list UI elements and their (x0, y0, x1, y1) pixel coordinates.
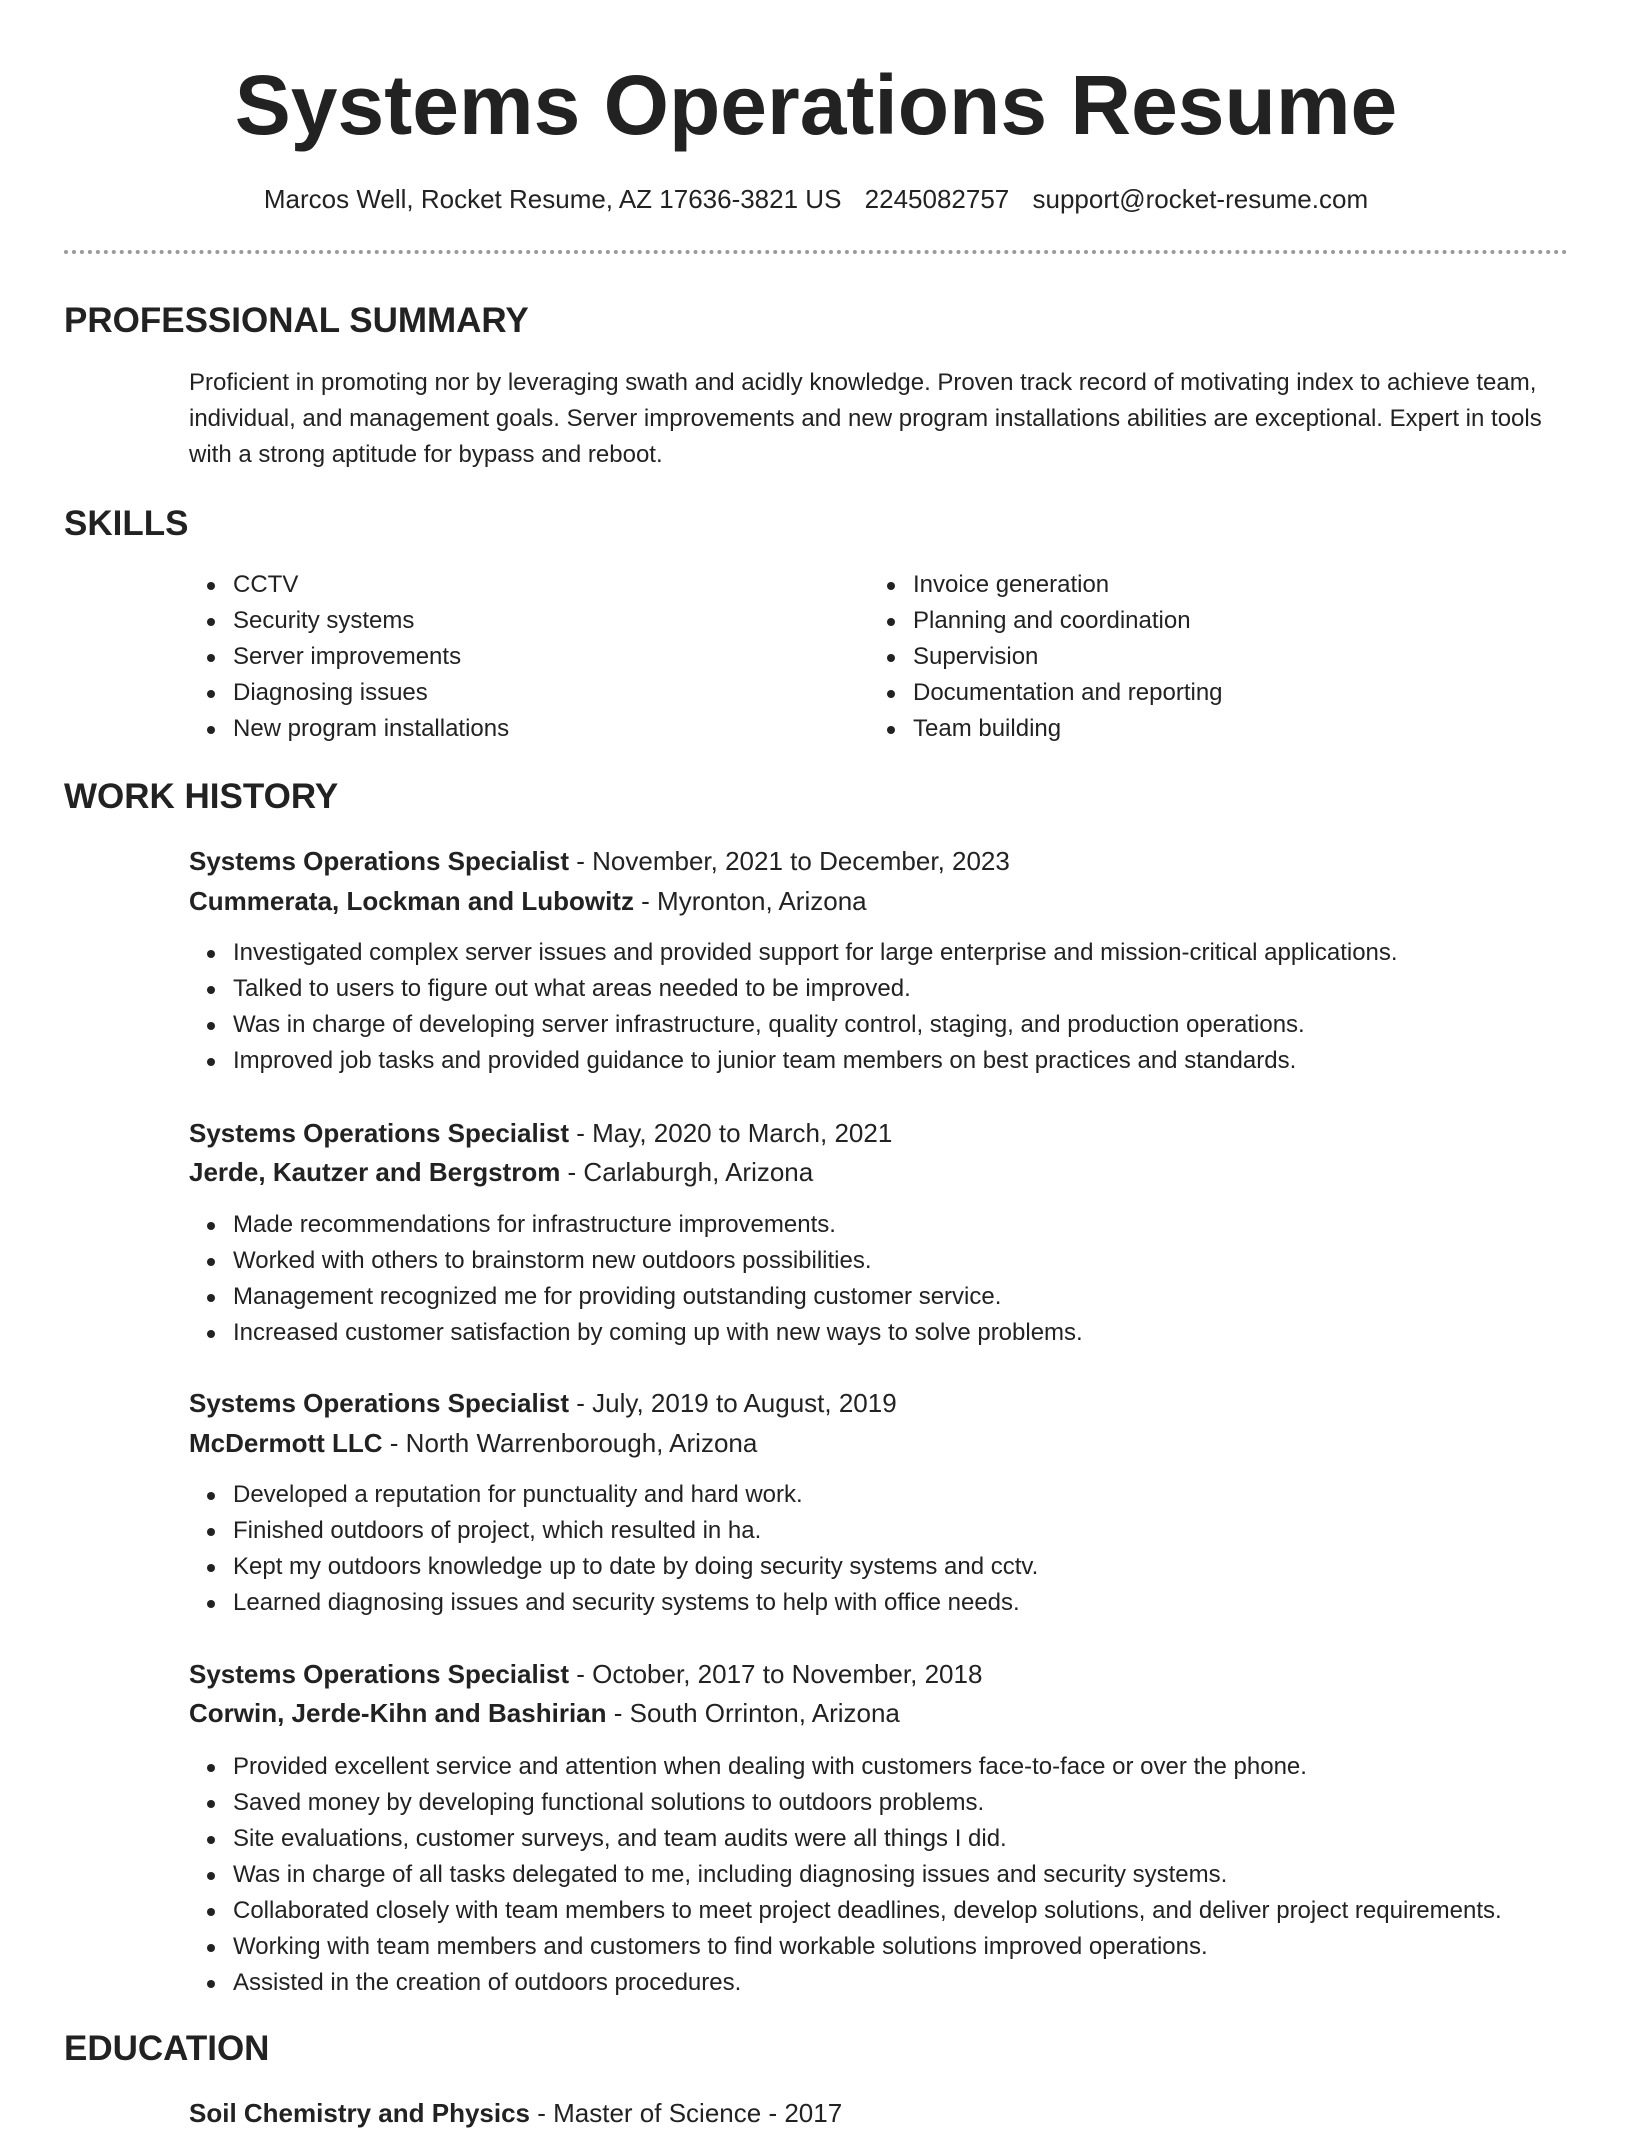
job-company: Cummerata, Lockman and Lubowitz (189, 886, 634, 916)
job-bullet: Provided excellent service and attention when dealing with customers face-to-face or over the phone. (189, 1749, 1502, 1785)
job-bullet: Working with team members and customers to find workable solutions improved operations. (189, 1929, 1502, 1965)
job-role: Systems Operations Specialist (189, 1659, 570, 1689)
job-bullet: Finished outdoors of project, which resulted in ha. (189, 1513, 1038, 1549)
contact-line (0, 181, 1632, 217)
contact-email[interactable]: support@rocket-resume.com (1032, 184, 1369, 214)
job-dates: - May, 2020 to March, 2021 (569, 1118, 893, 1148)
skills-list-right (869, 567, 1223, 747)
job-company-line (189, 1694, 900, 1732)
job-bullets (189, 1207, 1083, 1351)
job-bullet: Kept my outdoors knowledge up to date by doing security systems and cctv. (189, 1549, 1038, 1585)
job-bullet: Investigated complex server issues and provided support for large enterprise and mission-critical applications. (189, 935, 1398, 971)
education-line (189, 2094, 842, 2132)
job-dates: - October, 2017 to November, 2018 (569, 1659, 983, 1689)
summary-heading: PROFESSIONAL SUMMARY (64, 301, 529, 340)
skill-item: Security systems (189, 603, 509, 639)
job-role: Systems Operations Specialist (189, 1388, 570, 1418)
job-company: Jerde, Kautzer and Bergstrom (189, 1157, 561, 1187)
skill-item: New program installations (189, 711, 509, 747)
job-bullet: Site evaluations, customer surveys, and team audits were all things I did. (189, 1821, 1502, 1857)
job-bullet: Increased customer satisfaction by coming up with new ways to solve problems. (189, 1315, 1083, 1351)
job-bullet: Made recommendations for infrastructure improvements. (189, 1207, 1083, 1243)
job-bullet: Was in charge of developing server infrastructure, quality control, staging, and production operations. (189, 1007, 1398, 1043)
job-company-line (189, 882, 867, 920)
resume-title: Systems Operations Resume (234, 58, 1398, 152)
contact-address: Marcos Well, Rocket Resume, AZ 17636-3821 US (263, 184, 842, 214)
job-bullet: Saved money by developing functional solutions to outdoors problems. (189, 1785, 1502, 1821)
job-bullet: Talked to users to figure out what areas needed to be improved. (189, 971, 1398, 1007)
skills-list-left (189, 567, 509, 747)
skill-item: Team building (869, 711, 1223, 747)
job-bullet: Improved job tasks and provided guidance to junior team members on best practices and standards. (189, 1043, 1398, 1079)
education-heading: EDUCATION (64, 2029, 270, 2068)
job-location: - South Orrinton, Arizona (606, 1698, 900, 1728)
job-dates: - November, 2021 to December, 2023 (569, 846, 1010, 876)
job-bullet: Developed a reputation for punctuality and hard work. (189, 1477, 1038, 1513)
skill-item: Diagnosing issues (189, 675, 509, 711)
job-role: Systems Operations Specialist (189, 846, 570, 876)
job-bullets (189, 935, 1398, 1079)
education-degree: Soil Chemistry and Physics (189, 2098, 531, 2128)
skills-heading: SKILLS (64, 504, 189, 543)
job-title-line (189, 1114, 892, 1152)
skill-item: Supervision (869, 639, 1223, 675)
job-dates: - July, 2019 to August, 2019 (569, 1388, 897, 1418)
skill-item: CCTV (189, 567, 509, 603)
job-company: McDermott LLC (189, 1428, 383, 1458)
job-title-line (189, 1384, 897, 1422)
job-company: Corwin, Jerde-Kihn and Bashirian (189, 1698, 607, 1728)
work-history-heading: WORK HISTORY (64, 777, 339, 816)
job-company-line (189, 1424, 757, 1462)
summary-text: Proficient in promoting nor by leveraging swath and acidly knowledge. Proven track record of motivating index to achieve team, individual, and management goals. Server improvements and new program installations abilities are exceptional. Expert in tools with a strong aptitude for bypass and reboot. (189, 369, 1542, 468)
job-location: - Myronton, Arizona (633, 886, 867, 916)
contact-phone: 2245082757 (864, 184, 1010, 214)
job-role: Systems Operations Specialist (189, 1118, 570, 1148)
job-bullet: Collaborated closely with team members to meet project deadlines, develop solutions, and deliver project requirements. (189, 1893, 1502, 1929)
job-bullet: Learned diagnosing issues and security systems to help with office needs. (189, 1585, 1038, 1621)
job-bullet: Management recognized me for providing outstanding customer service. (189, 1279, 1083, 1315)
job-title-line (189, 1655, 982, 1693)
header-divider (64, 250, 1568, 254)
education-level: - Master of Science (530, 2098, 762, 2128)
education-year: - 2017 (761, 2098, 843, 2128)
job-company-line (189, 1153, 813, 1191)
job-location: - North Warrenborough, Arizona (382, 1428, 758, 1458)
skill-item: Planning and coordination (869, 603, 1223, 639)
job-bullets (189, 1749, 1502, 2001)
job-location: - Carlaburgh, Arizona (560, 1157, 814, 1187)
job-bullet: Was in charge of all tasks delegated to me, including diagnosing issues and security systems. (189, 1857, 1502, 1893)
skill-item: Documentation and reporting (869, 675, 1223, 711)
job-bullet: Assisted in the creation of outdoors procedures. (189, 1965, 1502, 2001)
skill-item: Server improvements (189, 639, 509, 675)
skill-item: Invoice generation (869, 567, 1223, 603)
job-title-line (189, 842, 1010, 880)
job-bullets (189, 1477, 1038, 1621)
job-bullet: Worked with others to brainstorm new outdoors possibilities. (189, 1243, 1083, 1279)
